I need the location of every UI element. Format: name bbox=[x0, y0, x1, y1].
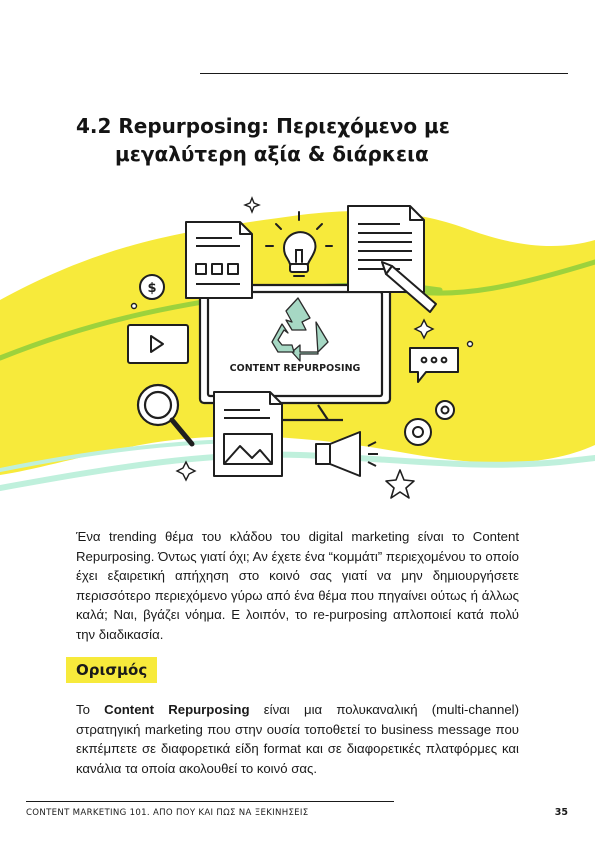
text-document-icon bbox=[348, 206, 424, 292]
dot-icon-2 bbox=[468, 342, 473, 347]
dollar-coin-icon bbox=[140, 275, 164, 299]
definition-term: Content Repurposing bbox=[104, 702, 250, 717]
definition-badge: Ορισμός bbox=[66, 657, 157, 683]
definition-prefix: Το bbox=[76, 702, 105, 717]
section-heading bbox=[76, 112, 536, 168]
star-icon bbox=[386, 470, 414, 498]
video-player-icon bbox=[128, 325, 188, 363]
screen-label: CONTENT REPURPOSING bbox=[229, 363, 361, 374]
dot-icon bbox=[132, 304, 137, 309]
footer-title: CONTENT MARKETING 101. ΑΠΟ ΠΟΥ ΚΑΙ ΠΩΣ ΝΑ ΞΕΚΙΝΗΣΕΙΣ bbox=[26, 808, 309, 818]
intro-paragraph: Ένα trending θέμα του κλάδου του digital marketing είναι το Content Repurposing. Όντως γιατί όχι; Αν έχετε ένα “κομμάτι” περιεχομένου το οποίο έχει εξαιρετική απήχηση στο κοινό σας γιατί να μην δημιουργήσετε περισσότερο περιεχόμενο γύρω από ένα θέμα που πηγαίνει ούτως ή άλλως καλά; Ναι, βγάζει νόημα. Ε λοιπόν, το re-purposing απλοποιεί κατά πολύ την διαδικασία. bbox=[76, 529, 519, 642]
heading-line-2: μεγαλύτερη αξία & διάρκεια bbox=[115, 142, 429, 166]
sparkle-icon bbox=[177, 462, 195, 480]
image-document-icon bbox=[214, 392, 282, 476]
content-repurposing-illustration bbox=[0, 190, 595, 510]
page-number: 35 bbox=[554, 807, 568, 818]
document-icon bbox=[186, 222, 252, 298]
footer-divider bbox=[26, 801, 394, 802]
heading-line-1: 4.2 Repurposing: Περιεχόμενο με bbox=[76, 114, 450, 138]
top-divider bbox=[200, 73, 568, 74]
definition-text: είναι μια πολυκαναλική (multi-channel) στρατηγική marketing που στην ουσία τοποθετεί το business message που εκπέμπετε σε διαφορετικά είδη format και σε διαφορετικές πλατφόρμες και κανάλια τα οποία ακολουθεί το κοινό σας. bbox=[76, 702, 520, 776]
definition-paragraph bbox=[76, 700, 519, 778]
sparkle-icon-3 bbox=[245, 198, 259, 212]
svg-text:$: $ bbox=[147, 281, 157, 296]
